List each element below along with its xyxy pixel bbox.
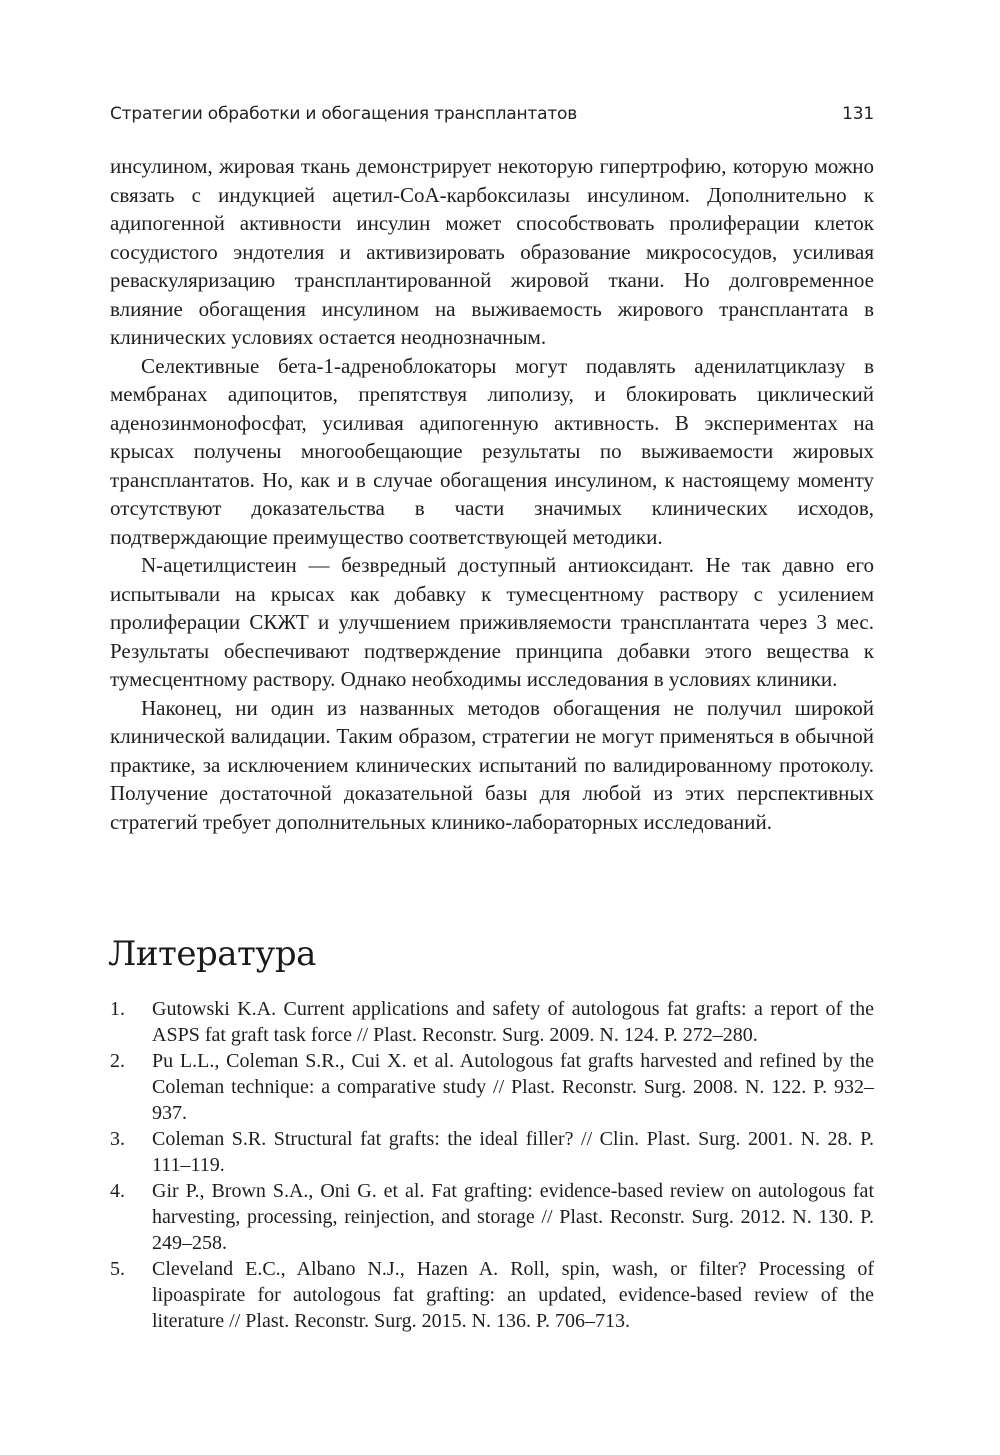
reference-text: Coleman S.R. Structural fat grafts: the ideal filler? // Clin. Plast. Surg. 2001. N. 28. P. 111–119. [152, 1128, 874, 1176]
reference-item [110, 1178, 874, 1256]
paragraph-n-acetylcysteine: N-ацетилцистеин — безвредный доступный антиоксидант. Не так давно его испытывали на крысах как добавку к тумесцентному раствору с усилением пролиферации СКЖТ и улучшением приживляемости трансплантата через 3 мес. Результаты обеспечивают подтверждение принципа добавки этого вещества к тумесцентному раствору. Однако необходимы исследования в условиях клиники. [110, 553, 874, 691]
reference-number: 4. [110, 1180, 125, 1202]
reference-number: 1. [110, 998, 125, 1020]
reference-list [110, 996, 874, 1334]
reference-item [110, 1048, 874, 1126]
reference-text: Gir P., Brown S.A., Oni G. et al. Fat grafting: evidence-based review on autologous fat harvesting, processing, reinjection, and storage // Plast. Reconstr. Surg. 2012. N. 130. P. 249–258. [152, 1180, 874, 1254]
reference-text: Pu L.L., Coleman S.R., Cui X. et al. Autologous fat grafts harvested and refined by the Coleman technique: a comparative study // Plast. Reconstr. Surg. 2008. N. 122. P. 932–937. [152, 1050, 874, 1124]
paragraph-continued: инсулином, жировая ткань демонстрирует некоторую гипертрофию, которую можно связать с индукцией ацетил-CoA-карбоксилазы инсулином. Дополнительно к адипогенной активности инсулин может способствовать пролиферации клеток сосудистого эндотелия и активизировать образование микрососудов, усиливая реваскуляризацию трансплантированной жировой ткани. Но долговременное влияние обогащения инсулином на выживаемость жирового трансплантата в клинических условиях остается неоднозначным. [110, 154, 874, 349]
reference-item [110, 1126, 874, 1178]
reference-number: 2. [110, 1050, 125, 1072]
running-head-title: Стратегии обработки и обогащения трансплантатов [110, 104, 578, 124]
body-text [110, 152, 874, 836]
reference-item [110, 996, 874, 1048]
running-head [110, 104, 874, 128]
paragraph-beta-blockers: Селективные бета-1-адреноблокаторы могут подавлять аденилатциклазу в мембранах адипоцитов, препятствуя липолизу, и блокировать циклический аденозинмонофосфат, усиливая адипогенную активность. В экспериментах на крысах получены многообещающие результаты по выживаемости жировых трансплантатов. Но, как и в случае обогащения инсулином, к настоящему моменту отсутствуют доказательства в части значимых клинических исходов, подтверждающие преимущество соответствующей методики. [110, 353, 874, 549]
reference-text: Gutowski K.A. Current applications and safety of autologous fat grafts: a report of the ASPS fat graft task force // Plast. Reconstr. Surg. 2009. N. 124. P. 272–280. [152, 998, 874, 1046]
page-number: 131 [842, 104, 874, 124]
references-heading: Литература [108, 934, 316, 974]
reference-item [110, 1256, 874, 1334]
reference-number: 3. [110, 1128, 125, 1150]
reference-text: Cleveland E.C., Albano N.J., Hazen A. Roll, spin, wash, or filter? Processing of lipoaspirate for autologous fat grafting: an updated, evidence-based review of the literature // Plast. Reconstr. Surg. 2015. N. 136. P. 706–713. [152, 1258, 874, 1332]
paragraph-conclusion: Наконец, ни один из названных методов обогащения не получил широкой клинической валидации. Таким образом, стратегии не могут применяться в обычной практике, за исключением клинических испытаний по валидированному протоколу. Получение достаточной доказательной базы для любой из этих перспективных стратегий требует дополнительных клинико-лабораторных исследований. [110, 695, 874, 834]
reference-number: 5. [110, 1258, 125, 1280]
